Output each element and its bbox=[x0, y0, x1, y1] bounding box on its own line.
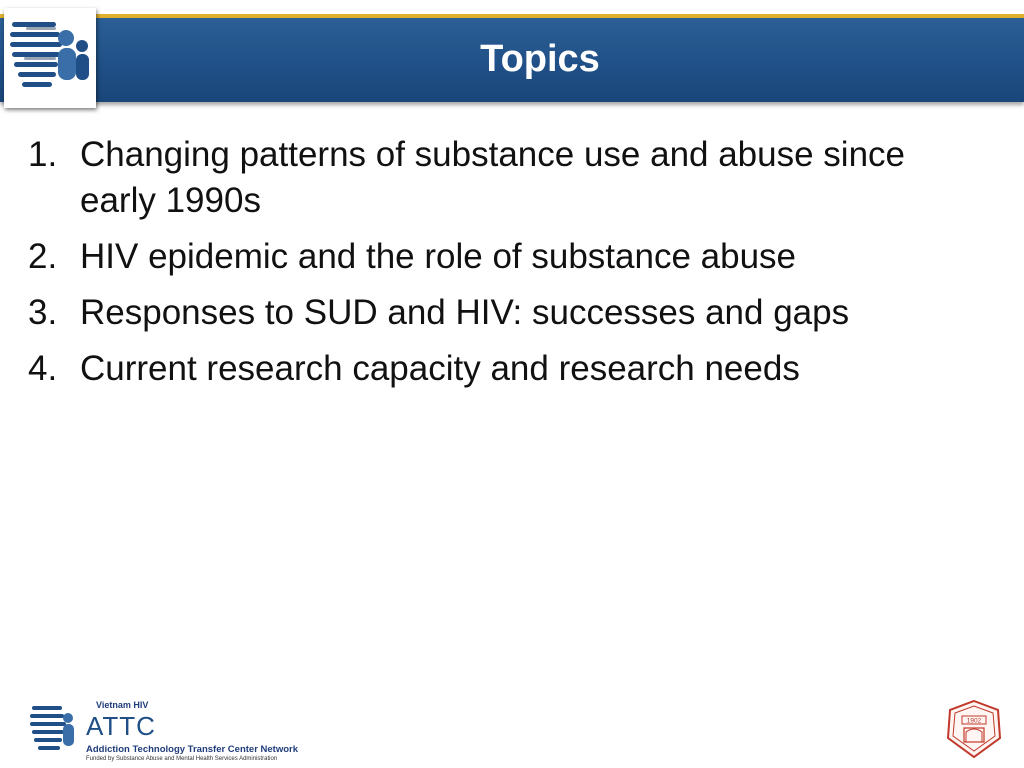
list-item bbox=[28, 290, 988, 336]
seal-year: 1902 bbox=[966, 717, 982, 725]
list-item bbox=[28, 132, 988, 224]
footer-logo-icon bbox=[26, 696, 86, 762]
footer-org-short: ATTC bbox=[86, 711, 156, 741]
footer-org-full: Addiction Technology Transfer Center Network bbox=[86, 744, 299, 755]
attc-logo-icon bbox=[4, 8, 96, 108]
list-number: 2. bbox=[28, 237, 58, 276]
footer-program-label: Vietnam HIV bbox=[96, 700, 149, 710]
list-text: HIV epidemic and the role of substance abuse bbox=[80, 237, 796, 276]
list-text: Current research capacity and research needs bbox=[80, 349, 800, 388]
list-number: 1. bbox=[28, 135, 58, 174]
topic-list bbox=[28, 132, 988, 402]
list-text: Changing patterns of substance use and abuse since early 1990s bbox=[80, 135, 906, 220]
list-number: 3. bbox=[28, 293, 58, 332]
list-number: 4. bbox=[28, 349, 58, 388]
footer-funded-by: Funded by Substance Abuse and Mental Health Services Administration bbox=[86, 756, 278, 762]
university-seal-icon bbox=[944, 698, 1004, 760]
list-text: Responses to SUD and HIV: successes and gaps bbox=[80, 293, 850, 332]
list-item bbox=[28, 346, 988, 392]
list-item bbox=[28, 234, 988, 280]
slide-title: Topics bbox=[480, 38, 600, 80]
